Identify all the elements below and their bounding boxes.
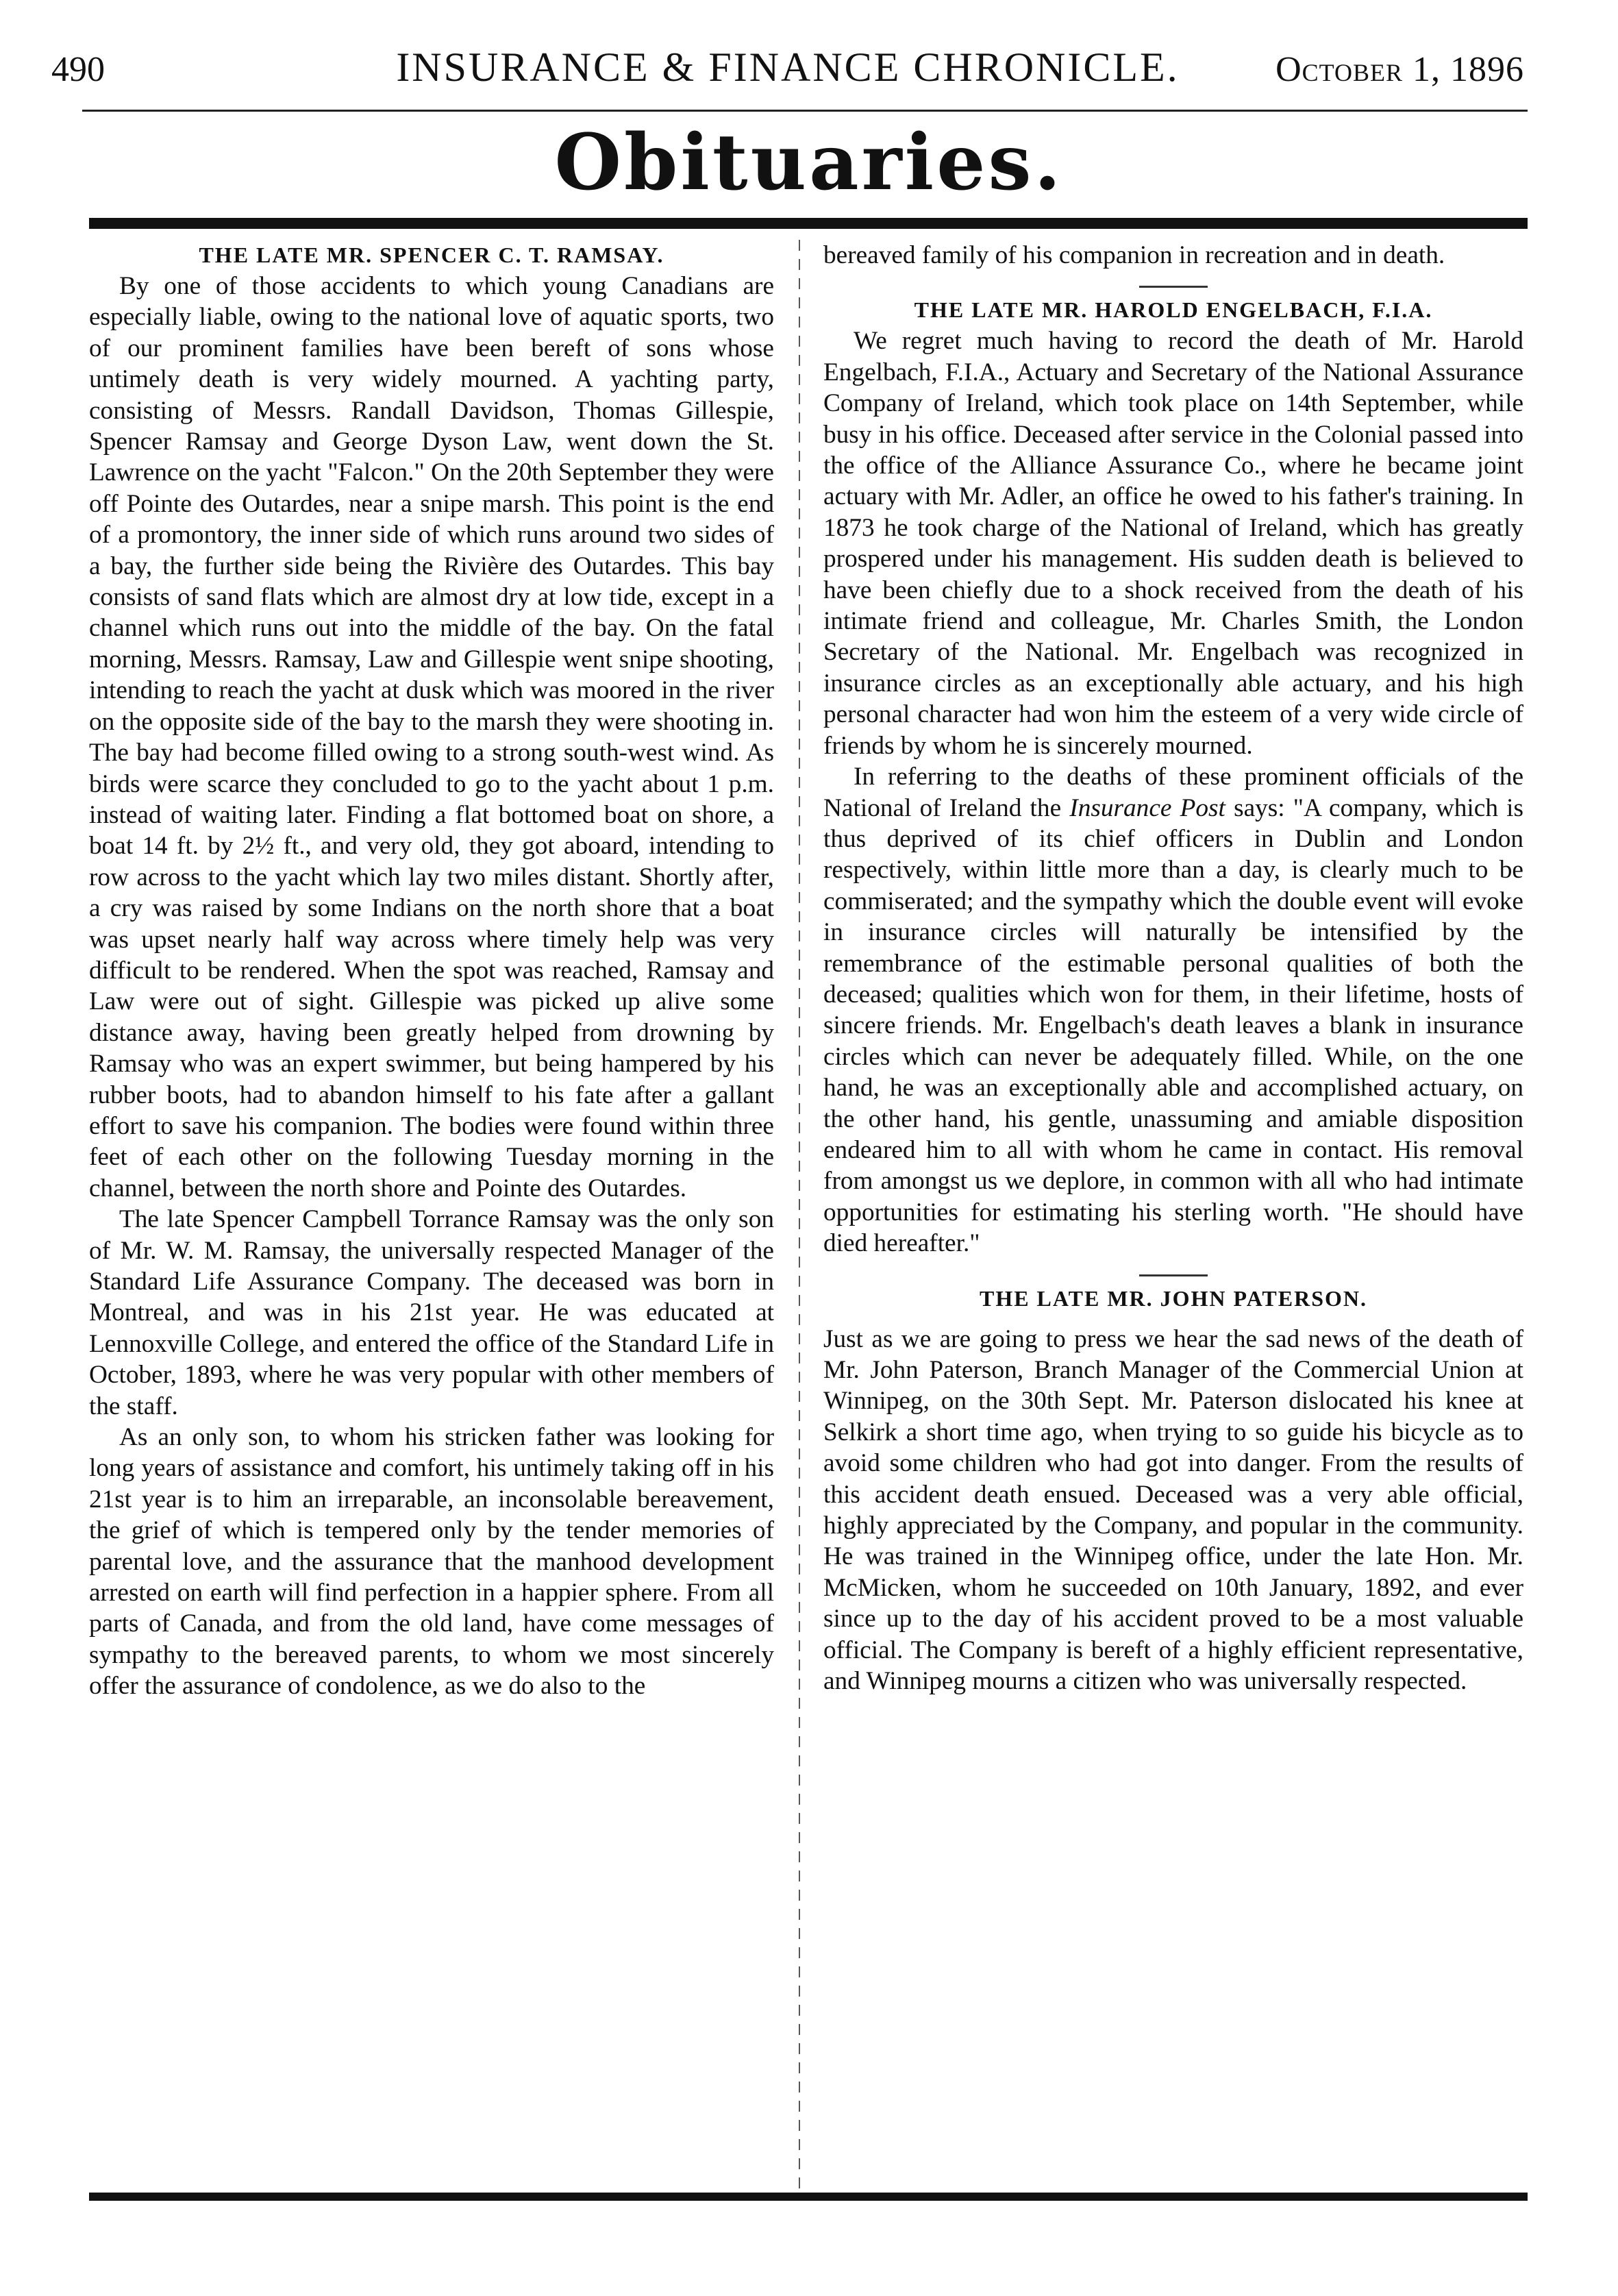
article-separator (1139, 1274, 1208, 1276)
paterson-paragraph-1: Just as we are going to press we hear the sad news of the death of Mr. John Paterson, Branch Manager of the Commercial Union at Winnipeg, on the 30th Sept. Mr. Paterson dislocated his knee at Selkirk a short time ago, when trying to so guide his bicycle as to avoid some children who had got into danger. From the results of this accident death ensued. Deceased was a very able official, highly appreciated by the Company, and popular in the community. He was trained in the Winnipeg office, under the late Hon. Mr. McMicken, whom he succeeded on 10th January, 1892, and ever since up to the day of his accident proved to be a most valuable official. The Company is bereft of a highly efficient representative, and Winnipeg mourns a citizen who was universally respected. (823, 1324, 1523, 1696)
ramsay-paragraph-3: As an only son, to whom his stricken father was looking for long years of assistance and comfort, his untimely taking off in his 21st year is to him an irreparable, an inconsolable bereavement, the grief of which is tempered only by the tender memories of parental love, and the assurance that the manhood development arrested on earth will find perfection in a happier sphere. From all parts of Canada, and from the old land, have come messages of sympathy to the bereaved parents, to whom we most sincerely offer the assurance of condolence, as we do also to the (89, 1423, 774, 1701)
column-divider (799, 240, 800, 2193)
ramsay-paragraph-3-continued: bereaved family of his companion in recreation and in death. (823, 241, 1445, 269)
masthead-title: INSURANCE & FINANCE CHRONICLE. (396, 45, 1180, 90)
article-title-paterson: THE LATE MR. JOHN PATERSON. (979, 1285, 1368, 1311)
right-column (823, 240, 1523, 1696)
article-title-engelbach: THE LATE MR. HAROLD ENGELBACH, F.I.A. (914, 297, 1433, 323)
publication-name: Insurance Post (1069, 793, 1225, 822)
engelbach-paragraph-2-lead: In referring to the deaths of these prominent officials of the National of Ireland the (823, 763, 1523, 822)
header-rule (82, 110, 1528, 112)
ramsay-paragraph-1: By one of those accidents to which young Canadians are especially liable, owing to the national love of aquatic sports, two of our prominent families have been bereft of sons whose untimely death is very widely mourned. A yachting party, consisting of Messrs. Randall Davidson, Thomas Gillespie, Spencer Ramsay and George Dyson Law, went down the St. Lawrence on the yacht "Falcon." On the 20th September they were off Pointe des Outardes, near a snipe marsh. This point is the end of a promontory, the inner side of which runs around two sides of a bay, the further side being the Rivière des Outardes. This bay consists of sand flats which are almost dry at low tide, except in a channel which runs out into the middle of the bay. On the fatal morning, Messrs. Ramsay, Law and Gillespie went snipe shooting, intending to reach the yacht at dusk which was moored in the river on the opposite side of the bay to the marsh they were shooting in. The bay had become filled owing to a strong south-west wind. As birds were scarce they concluded to go to the yacht about 1 p.m. instead of waiting later. Finding a flat bottomed boat on shore, a boat 14 ft. by 2½ ft., and very old, they got aboard, intending to row across to the yacht which lay two miles distant. Shortly after, a cry was raised by some Indians on the north shore that a boat was upset nearly half way across where timely help was very difficult to be rendered. When the spot was reached, Ramsay and Law were out of sight. Gillespie was picked up alive some distance away, having been greatly helped from drowning by Ramsay who was an expert swimmer, but being hampered by his rubber boots, had to abandon himself to his fate after a gallant effort to save his companion. The bodies were found within three feet of each other on the following Tuesday morning in the channel, between the north shore and Pointe des Outardes. (89, 272, 774, 1202)
footer-rule (89, 2193, 1528, 2201)
article-title-ramsay: THE LATE MR. SPENCER C. T. RAMSAY. (199, 243, 664, 267)
ramsay-paragraph-2: The late Spencer Campbell Torrance Ramsay was the only son of Mr. W. M. Ramsay, the universally respected Manager of the Standard Life Assurance Company. The deceased was born in Montreal, and was in his 21st year. He was educated at Lennoxville College, and entered the office of the Standard Life in October, 1893, where he was very popular with other members of the staff. (89, 1205, 774, 1420)
section-title: Obituaries. (554, 118, 1064, 208)
left-column (89, 240, 774, 1702)
article-separator (1139, 286, 1208, 288)
engelbach-paragraph-1: We regret much having to record the death of Mr. Harold Engelbach, F.I.A., Actuary and Secretary of the National Assurance Company of Ireland, which took place on 14th September, while busy in his office. Deceased after service in the Colonial passed into the office of the Alliance Assurance Co., where he became joint actuary with Mr. Adler, an office he owed to his father's training. In 1873 he took charge of the National of Ireland, which has greatly prospered under his management. His sudden death is believed to have been chiefly due to a shock received from the death of his intimate friend and colleague, Mr. Charles Smith, the London Secretary of the National. Mr. Engelbach was recognized in insurance circles as an exceptionally able actuary, and his high personal character had won him the esteem of a very wide circle of friends by whom he is sincerely mourned. (823, 327, 1523, 760)
page-number: 490 (51, 50, 105, 89)
title-rule (89, 218, 1528, 229)
engelbach-paragraph-2 (823, 761, 1523, 1259)
page-header (51, 44, 1524, 106)
engelbach-paragraph-2-quote: says: "A company, which is thus deprived of its chief officers in Dublin and London respectively, within little more than a day, is clearly much to be commiserated; and the sympathy which the double event will evoke in insurance circles will naturally be intensified by the remembrance of the estimable personal qualities of both the deceased; qualities which won for them, in their lifetime, hosts of sincere friends. Mr. Engelbach's death leaves a blank in insurance circles which can never be adequately filled. While, on the one hand, he was an exceptionally able and accomplished actuary, on the other hand, his gentle, unassuming and amiable disposition endeared him to all with whom he came in contact. His removal from amongst us we deplore, in common with all who had intimate opportunities for estimating his sterling worth. "He should have died hereafter." (823, 793, 1523, 1258)
issue-date: October 1, 1896 (1275, 50, 1524, 89)
